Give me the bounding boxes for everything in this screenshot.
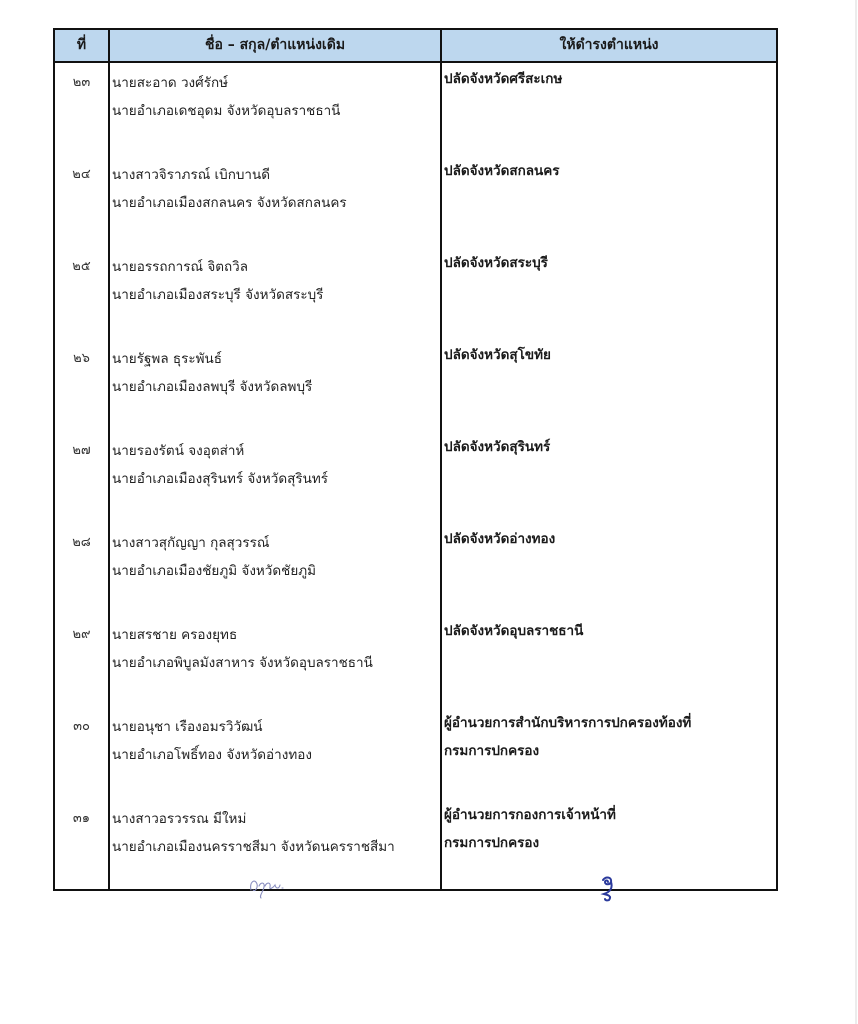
- new-position: [444, 249, 548, 277]
- row-number: ๒๔: [72, 167, 91, 182]
- new-position-line2: กรมการปกครอง: [444, 743, 540, 759]
- table-row: [55, 63, 776, 155]
- table-row: [55, 615, 776, 707]
- person-name: นางสาวจิราภรณ์ เบิกบานดี: [112, 167, 271, 183]
- table-row: [55, 247, 776, 339]
- row-number: ๒๓: [72, 75, 91, 90]
- new-position-line1: ปลัดจังหวัดอุบลราชธานี: [444, 623, 584, 639]
- old-position: นายอำเภอโพธิ์ทอง จังหวัดอ่างทอง: [112, 747, 312, 763]
- new-position-line1: ปลัดจังหวัดสระบุรี: [444, 255, 548, 271]
- old-position: นายอำเภอเมืองลพบุรี จังหวัดลพบุรี: [112, 379, 313, 395]
- row-number: ๒๕: [72, 259, 91, 274]
- table-row: [55, 799, 776, 891]
- new-position-line1: ผู้อำนวยการกองการเจ้าหน้าที่: [444, 807, 616, 823]
- new-position: [444, 65, 562, 93]
- person-name: นายสรชาย ครองยุทธ: [112, 627, 238, 643]
- new-position: [444, 617, 583, 645]
- old-position: นายอำเภอเมืองสระบุรี จังหวัดสระบุรี: [112, 287, 324, 303]
- new-position-line2: กรมการปกครอง: [444, 835, 540, 851]
- person-name: นายอรรถการณ์ จิตถวิล: [112, 259, 249, 275]
- new-position-line1: ปลัดจังหวัดสุโขทัย: [444, 347, 551, 363]
- new-position-line1: ปลัดจังหวัดสกลนคร: [444, 163, 560, 179]
- person-name: นายอนุชา เรืองอมรวิวัฒน์: [112, 719, 263, 735]
- person-name: นายรัฐพล ธุระพันธ์: [112, 351, 222, 367]
- new-position-line1: ปลัดจังหวัดอ่างทอง: [444, 531, 556, 547]
- appointment-table: [53, 28, 778, 891]
- new-position: [444, 525, 555, 553]
- person-name: นางสาวอรวรรณ มีใหม่: [112, 811, 247, 827]
- table-header-row: [55, 30, 776, 63]
- new-position: [444, 709, 691, 765]
- old-position: นายอำเภอเมืองสกลนคร จังหวัดสกลนคร: [112, 195, 347, 211]
- row-number: ๒๙: [72, 627, 91, 642]
- new-position: [444, 341, 551, 369]
- new-position-line1: ปลัดจังหวัดสุรินทร์: [444, 439, 551, 455]
- new-position: [444, 433, 550, 461]
- table-row: [55, 155, 776, 247]
- row-number: ๓๐: [73, 719, 90, 734]
- old-position: นายอำเภอเมืองชัยภูมิ จังหวัดชัยภูมิ: [112, 563, 317, 579]
- row-number: ๓๑: [72, 811, 91, 826]
- header-number: ที่: [76, 37, 87, 53]
- person-name: นายรองรัตน์ จงอุตส่าห์: [112, 443, 245, 459]
- page-edge-divider: [855, 0, 857, 1024]
- row-number: ๒๘: [72, 535, 91, 550]
- table-row: [55, 431, 776, 523]
- new-position: [444, 157, 560, 185]
- table-row: [55, 523, 776, 615]
- old-position: นายอำเภอเมืองสุรินทร์ จังหวัดสุรินทร์: [112, 471, 329, 487]
- row-number: ๒๖: [73, 351, 90, 366]
- new-position-line1: ปลัดจังหวัดศรีสะเกษ: [444, 71, 563, 87]
- old-position: นายอำเภอเดชอุดม จังหวัดอุบลราชธานี: [112, 103, 341, 119]
- header-name-old-position: ชื่อ – สกุล/ตำแหน่งเดิม: [204, 37, 346, 53]
- header-new-position: ให้ดำรงตำแหน่ง: [559, 37, 659, 53]
- person-name: นายสะอาด วงศ์รักษ์: [112, 75, 229, 91]
- new-position-line1: ผู้อำนวยการสำนักบริหารการปกครองท้องที่: [444, 715, 692, 731]
- old-position: นายอำเภอเมืองนครราชสีมา จังหวัดนครราชสีมา: [112, 839, 395, 855]
- table-row: [55, 707, 776, 799]
- person-name: นางสาวสุกัญญา กุลสุวรรณ์: [112, 535, 270, 551]
- table-row: [55, 339, 776, 431]
- old-position: นายอำเภอพิบูลมังสาหาร จังหวัดอุบลราชธานี: [112, 655, 373, 671]
- row-number: ๒๗: [72, 443, 91, 458]
- new-position: [444, 801, 616, 857]
